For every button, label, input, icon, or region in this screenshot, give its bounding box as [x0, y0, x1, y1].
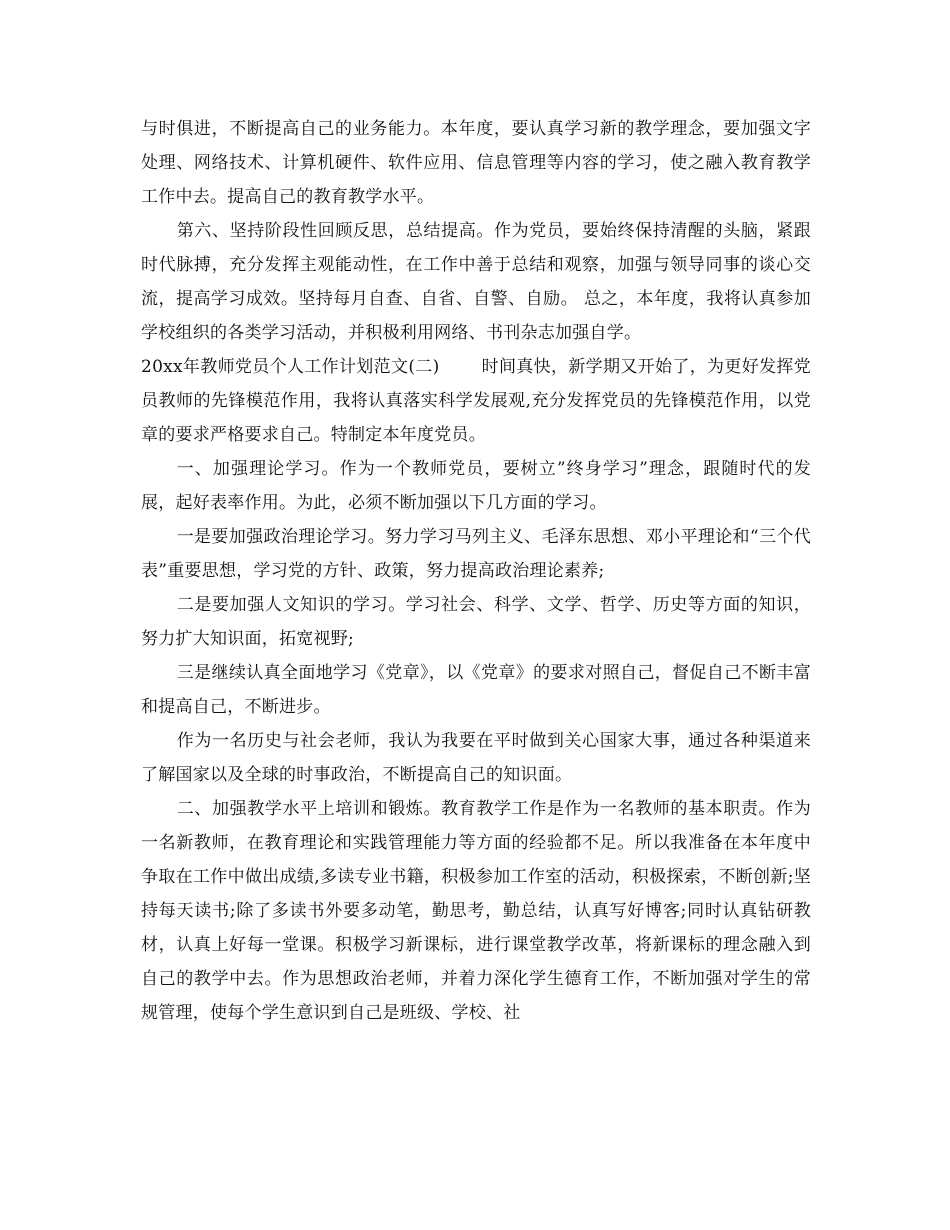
paragraph-1: 与时俱进，不断提高自己的业务能力。本年度，要认真学习新的教学理念，要加强文字处理、网络技术、计算机硬件、软件应用、信息管理等内容的学习，使之融入教育教学工作中去。提高自己的教育教学水平。: [141, 119, 811, 207]
paragraph-2: 第六、坚持阶段性回顾反思，总结提高。作为党员，要始终保持清醒的头脑，紧跟时代脉搏，充分发挥主观能动性，在工作中善于总结和观察，加强与领导同事的谈心交流，提高学习成效。坚持每月自查、自省、自警、自励。 总之，本年度，我将认真参加学校组织的各类学习活动，并积极利用网络、书刊杂志加强自学。: [141, 221, 811, 343]
document-body: [141, 112, 811, 1030]
paragraph-3: [141, 350, 811, 452]
paragraph-6: 二是要加强人文知识的学习。学习社会、科学、文学、哲学、历史等方面的知识，努力扩大知识面，拓宽视野;: [141, 595, 811, 649]
section-heading: 20xx年教师党员个人工作计划范文(二): [141, 357, 440, 377]
paragraph-7: 三是继续认真全面地学习《党章》，以《党章》的要求对照自己，督促自己不断丰富和提高自己，不断进步。: [141, 663, 811, 717]
paragraph-4: 一、加强理论学习。作为一个教师党员，要树立”终身学习”理念，跟随时代的发展，起好表率作用。为此，必须不断加强以下几方面的学习。: [141, 459, 811, 513]
paragraph-8: 作为一名历史与社会老师，我认为我要在平时做到关心国家大事，通过各种渠道来了解国家以及全球的时事政治，不断提高自己的知识面。: [141, 731, 811, 785]
paragraph-3-text: 时间真快，新学期又开始了，为更好发挥党员教师的先锋模范作用，我将认真落实科学发展观,充分发挥党员的先锋模范作用，以党章的要求严格要求自己。特制定本年度党员。: [141, 357, 812, 445]
paragraph-5: 一是要加强政治理论学习。努力学习马列主义、毛泽东思想、邓小平理论和“三个代表”重要思想，学习党的方针、政策，努力提高政治理论素养;: [141, 527, 811, 581]
paragraph-9: 二、加强教学水平上培训和锻炼。教育教学工作是作为一名教师的基本职责。作为一名新教师，在教育理论和实践管理能力等方面的经验都不足。所以我准备在本年度中争取在工作中做出成绩,多读专业书籍，积极参加工作室的活动，积极探索，不断创新;坚持每天读书;除了多读书外要多动笔，勤思考，勤总结，认真写好博客;同时认真钻研教材，认真上好每一堂课。积极学习新课标，进行课堂教学改革，将新课标的理念融入到自己的教学中去。作为思想政治老师，并着力深化学生德育工作，不断加强对学生的常规管理，使每个学生意识到自己是班级、学校、社: [141, 799, 811, 1023]
